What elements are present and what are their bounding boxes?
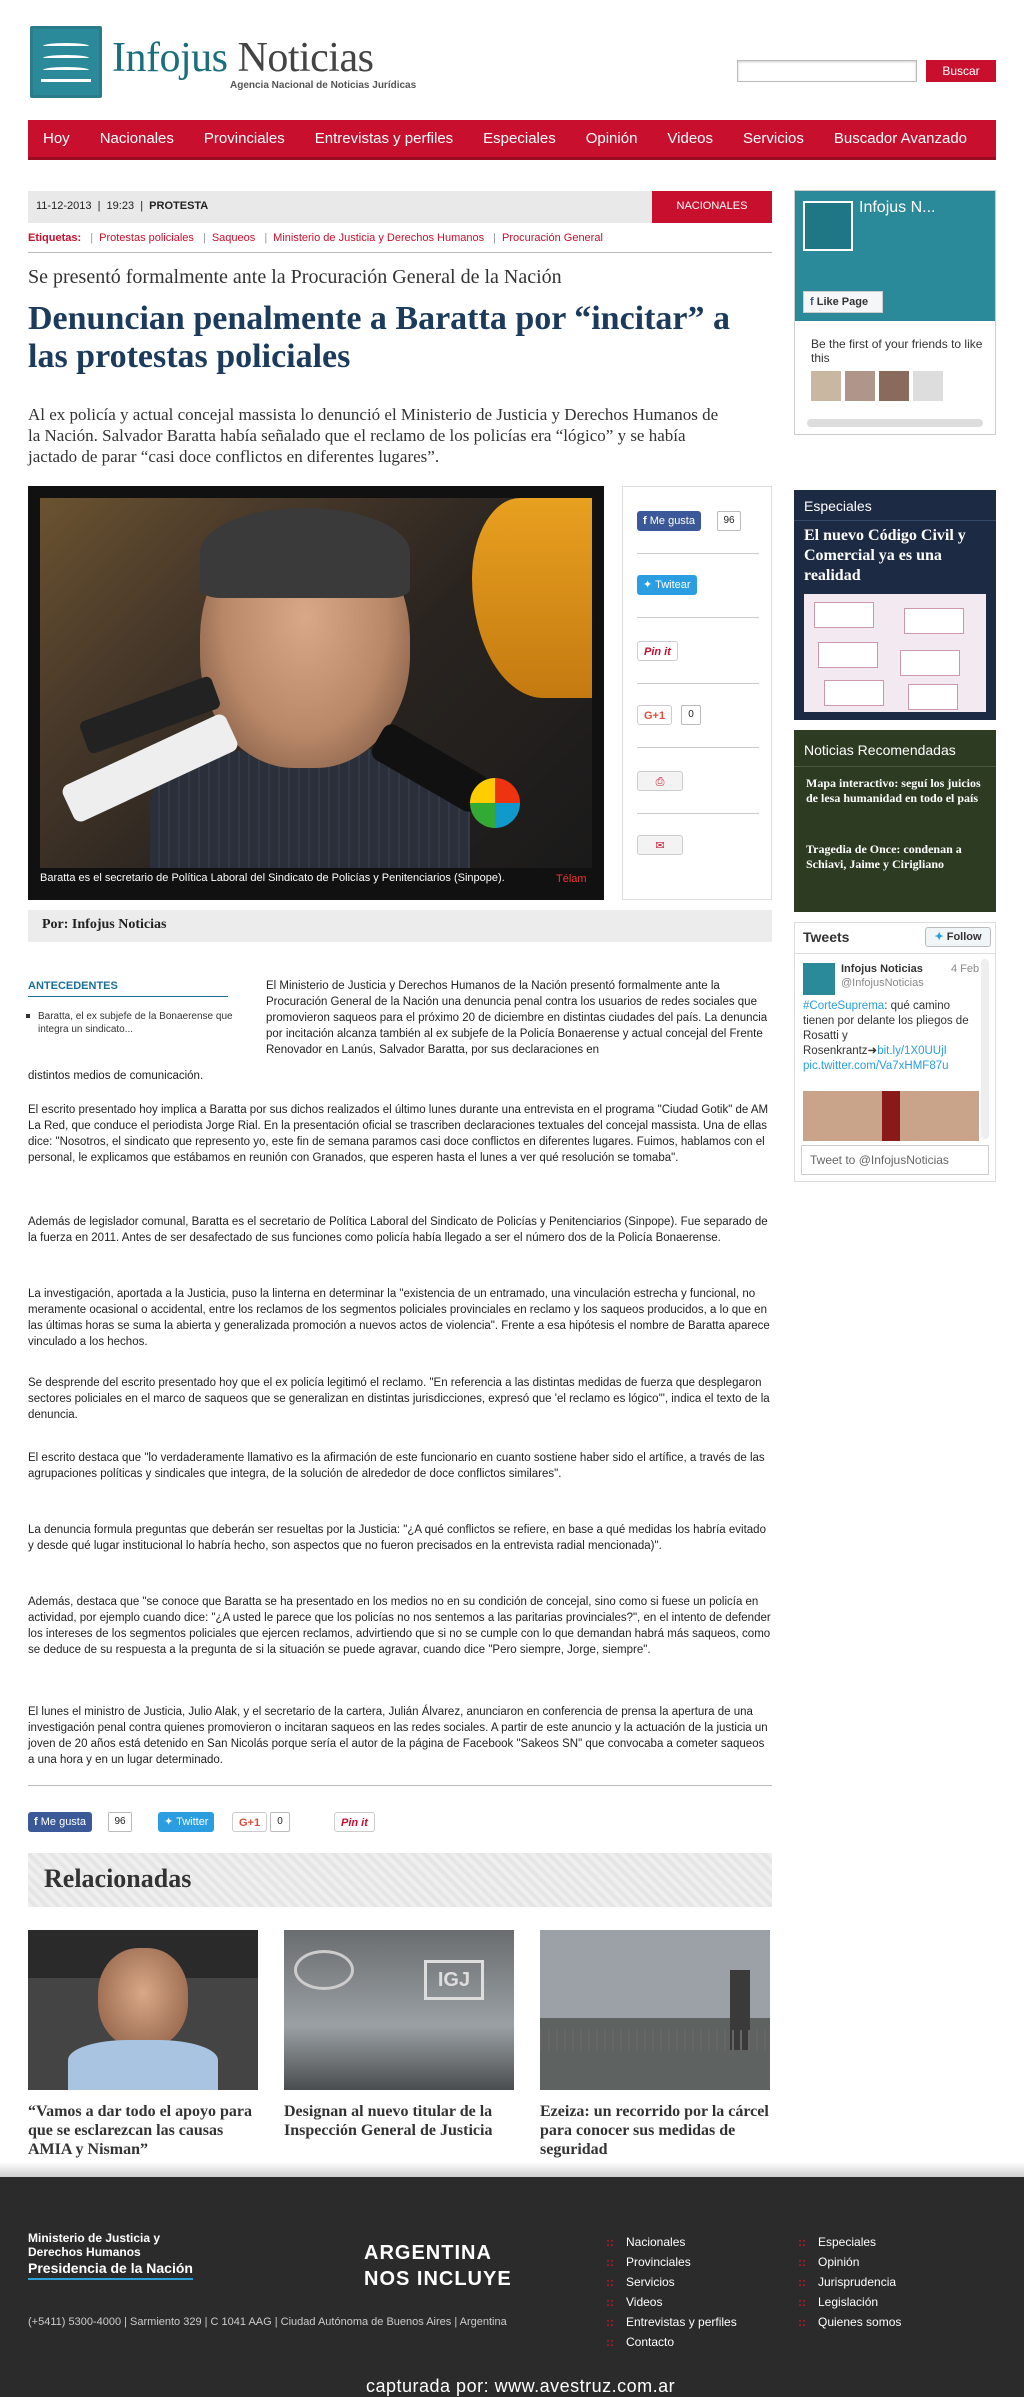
footer-link[interactable]: :: Contacto	[606, 2335, 737, 2355]
mail-icon[interactable]: ✉	[637, 835, 683, 855]
tag-link[interactable]: Ministerio de Justicia y Derechos Humanos	[273, 232, 485, 244]
footer-link[interactable]: :: Legislación	[798, 2295, 901, 2315]
avatar[interactable]	[803, 963, 835, 995]
nav-hoy[interactable]: Hoy	[43, 130, 70, 147]
logo-icon[interactable]	[30, 26, 102, 98]
fb-like-count-bottom: 96	[108, 1812, 132, 1832]
recomendadas-box	[794, 730, 996, 912]
body-paragraph: El escrito presentado hoy implica a Baratta por sus dichos realizados el último lunes durante una entrevista en el programa "Ciudad Gotik" de AM La Red, que conduce el periodista Jorge Rial. En la presentación oficial se trascriben declaraciones textuales del concejal massista. Una de ellas dice: "Nosotros, el sindicato que represento yo, este fin de semana paramos casi doce conflictos en diferentes lugares. Fuimos, hablamos con el personal, le explicamos que estábamos en reunión con Granados, que esperen hasta el lunes a ver qué resolución se tomaba".	[28, 1104, 769, 1164]
body-paragraph: El Ministerio de Justicia y Derechos Humanos de la Nación presentó formalmente ante la Procuración General de la Nación una denuncia penal contra los usuarios de redes sociales que promovieron saqueos para el próximo 20 de diciembre en distintas ciudades del país. La denuncia por incitación alcanza también al ex subjefe de la Policía Bonaerense y actual concejal del Frente Renovador en Lanús, Salvador Baratta, por sus declaraciones en	[266, 980, 768, 1056]
footer-presidency[interactable]: Presidencia de la Nación	[28, 2260, 193, 2280]
body-paragraph-tail: distintos medios de comunicación.	[28, 1070, 204, 1082]
tweet-author[interactable]: Infojus Noticias	[841, 963, 923, 975]
tags-row: Etiquetas: | Protestas policiales | Saqueos | Ministerio de Justicia y Derechos Humanos | Procuración General	[28, 232, 603, 244]
divider	[28, 996, 228, 997]
fb-like-button-bottom[interactable]: f Me gusta	[28, 1812, 108, 1832]
footer-link[interactable]: :: Entrevistas y perfiles	[606, 2315, 737, 2335]
especiales-title[interactable]: El nuevo Código Civil y Comercial ya es una realidad	[804, 527, 966, 584]
related-image[interactable]: IGJ	[284, 1930, 514, 2090]
body-paragraph: Además de legislador comunal, Baratta es el secretario de Política Laboral del Sindicato de Policías y Penitenciarios (Sinpope). Fue separado de la fuerza en 2011. Antes de ser desafectado de sus funciones como policía había llegado a ser el número dos de la Policía Bonaerense.	[28, 1216, 768, 1244]
byline: Por: Infojus Noticias	[42, 917, 167, 932]
nav-provinciales[interactable]: Provinciales	[203, 130, 285, 147]
recomendada-link[interactable]: Tragedia de Once: condenan a Schiavi, Jaime y Cirigliano	[806, 842, 962, 871]
tweet-link[interactable]: bit.ly/1X0UUjI	[877, 1045, 947, 1057]
fb-page-name[interactable]: Infojus N...	[859, 199, 936, 216]
photo-caption: Baratta es el secretario de Política Laboral del Sindicato de Policías y Penitenciarios (Sinpope).	[40, 872, 505, 884]
related-headline[interactable]: “Vamos a dar todo el apoyo para que se esclarezcan las causas AMIA y Nisman”	[28, 2103, 253, 2158]
nav-opinion[interactable]: Opinión	[585, 130, 638, 147]
related-headline[interactable]: Designan al nuevo titular de la Inspección General de Justicia	[284, 2103, 493, 2139]
footer-link[interactable]: :: Nacionales	[606, 2235, 737, 2255]
nav-buscador[interactable]: Buscador Avanzado	[833, 130, 968, 147]
facebook-cover[interactable]	[795, 191, 995, 321]
nav-especiales[interactable]: Especiales	[483, 130, 556, 147]
facebook-page-widget	[794, 190, 996, 435]
body-paragraph: El lunes el ministro de Justicia, Julio Alak, y el secretario de la cartera, Julián Álvarez, anunciaron en conferencia de prensa la apertura de una investigación penal contra quienes promovieron o incitaran saqueos en las redes sociales. A partir de este anuncio y la actuación de la justicia un joven de 20 años está detenido en San Nicolás porque sería el autor de la página de Facebook "Sakeos SN" que convocaba a cometer saqueos a una hora y en un lugar determinado.	[28, 1706, 768, 1766]
footer-ministry[interactable]: Ministerio de Justicia y Derechos Humanos	[28, 2231, 161, 2259]
twitter-icon: ✦	[164, 1816, 177, 1828]
gplus-count-bottom: 0	[270, 1812, 290, 1832]
footer-link[interactable]: :: Provinciales	[606, 2255, 737, 2275]
page-logo-icon	[803, 201, 853, 251]
body-paragraph: El escrito destaca que "lo verdaderamente llamativo es la afirmación de este funcionario en cuanto sostiene haber sido el artífice, a través de las agrupaciones políticas y sindicales que integra, de la solución de alrededor de doce conflictos similares".	[28, 1452, 765, 1480]
tag-link[interactable]: Saqueos	[211, 232, 256, 244]
follow-button[interactable]: ✦ Follow	[925, 927, 991, 947]
gplus-button-bottom[interactable]: G+1	[232, 1812, 267, 1832]
print-icon[interactable]: ⎙	[637, 771, 683, 791]
article-meta: 11-12-2013 | 19:23 | PROTESTA	[36, 200, 209, 212]
site-logo-subtitle: Agencia Nacional de Noticias Jurídicas	[230, 80, 417, 91]
article-time: 19:23	[106, 200, 135, 212]
related-image[interactable]	[28, 1930, 258, 2090]
captured-by-text: capturada por: www.avestruz.com.ar	[366, 2376, 676, 2396]
tweet-to-input[interactable]: Tweet to @InfojusNoticias	[801, 1145, 989, 1175]
nav-nacionales[interactable]: Nacionales	[99, 130, 174, 147]
tweet-button[interactable]: ✦ Twitear	[637, 575, 697, 595]
avatar[interactable]	[845, 371, 875, 401]
fb-like-button[interactable]: f Me gusta	[637, 511, 701, 531]
article-photo	[40, 498, 592, 868]
tweet-text: #CorteSuprema: qué camino tienen por delante los pliegos de Rosatti y Rosenkrantz➜bit.ly/1X0UUjI pic.twitter.com/Va7xHMF87u	[803, 1000, 969, 1072]
footer-link[interactable]: :: Quienes somos	[798, 2315, 901, 2335]
body-paragraph: Se desprende del escrito presentado hoy que el ex policía legitimó el reclamo. "En referencia a las distintas medidas de fuerza que desplegaron sectores policiales en el marco de saqueos que se generalizan en distintas jurisdicciones, expresó que 'el reclamo es lógico'", indica el texto de la denuncia.	[28, 1377, 770, 1421]
tweet-hashtag[interactable]: #CorteSuprema	[803, 1000, 885, 1012]
footer-link[interactable]: :: Jurisprudencia	[798, 2275, 901, 2295]
footer-argentina-logo: ARGENTINA NOS INCLUYE	[364, 2242, 512, 2290]
section-badge[interactable]: NACIONALES	[652, 191, 772, 223]
related-image[interactable]	[540, 1930, 770, 2090]
divider	[28, 252, 772, 253]
avatar[interactable]	[811, 371, 841, 401]
nav-videos[interactable]: Videos	[667, 130, 714, 147]
recomendada-link[interactable]: Mapa interactivo: seguí los juicios de lesa humanidad en todo el país	[806, 776, 981, 805]
avatar[interactable]	[913, 371, 943, 401]
article-photo-frame	[28, 486, 604, 900]
footer-address: (+5411) 5300-4000 | Sarmiento 329 | C 1041 AAG | Ciudad Autónoma de Buenos Aires | Argentina	[28, 2316, 507, 2328]
gplus-count: 0	[681, 705, 701, 725]
body-paragraph: La investigación, aportada a la Justicia, puso la linterna en determinar la "existencia de un entramado, una vinculación estrecha y funcional, no meramente ocasional o accidental, entre los reclamos de los segmentos policiales provinciales en reclamo y los saqueos producidos, a lo que en las últimas horas se suma la abierta y generalizada promoción a nuevos actos de violencia". Frente a esa hipótesis el nombre de Baratta aparece vinculado a los hechos.	[28, 1288, 770, 1348]
twitter-widget	[794, 922, 996, 1182]
tweet-date[interactable]: 4 Feb	[951, 963, 980, 975]
fb-faces	[811, 371, 943, 401]
divider	[28, 1785, 772, 1786]
related-title: Relacionadas	[44, 1864, 192, 1893]
site-logo-name[interactable]: Infojus Noticias	[112, 35, 374, 81]
fb-like-count: 96	[717, 511, 741, 531]
photo-credit: Télam	[556, 873, 587, 885]
search-input[interactable]	[737, 60, 917, 82]
gplus-button[interactable]: G+1	[637, 705, 672, 725]
search-button[interactable]: Buscar	[926, 60, 996, 82]
tweets-label: Tweets	[803, 929, 850, 945]
tweet-image[interactable]	[803, 1091, 979, 1141]
antecedentes-link[interactable]: Baratta, el ex subjefe de la Bonaerense que integra un sindicato...	[38, 1010, 238, 1036]
footer-link[interactable]: :: Videos	[606, 2295, 737, 2315]
tag-link[interactable]: Protestas policiales	[99, 232, 194, 244]
article-kicker: Se presentó formalmente ante la Procuración General de la Nación	[28, 266, 562, 288]
tweet-button-bottom[interactable]: ✦ Twitter	[158, 1812, 214, 1832]
share-column	[622, 486, 772, 900]
pinit-button-bottom[interactable]: Pin it	[334, 1812, 375, 1832]
especiales-label: Especiales	[804, 498, 872, 514]
facebook-icon: f	[810, 296, 817, 308]
footer-links-col2	[798, 2235, 901, 2335]
nav-entrevistas[interactable]: Entrevistas y perfiles	[314, 130, 454, 147]
tags-label: Etiquetas:	[28, 232, 82, 244]
tag-link[interactable]: Procuración General	[502, 232, 603, 244]
especiales-box[interactable]	[794, 490, 996, 720]
tweet-pic-link[interactable]: pic.twitter.com/Va7xHMF87u	[803, 1060, 949, 1072]
footer-link[interactable]: :: Opinión	[798, 2255, 901, 2275]
fb-like-page-button[interactable]: f Like Page	[803, 291, 883, 313]
fb-friends-text: Be the first of your friends to like this	[811, 337, 983, 365]
tweet-handle[interactable]: @InfojusNoticias	[841, 977, 924, 989]
pinit-button[interactable]: Pin it	[637, 641, 678, 661]
facebook-icon: f	[34, 1816, 41, 1828]
main-nav	[28, 120, 996, 160]
nav-servicios[interactable]: Servicios	[743, 130, 804, 147]
body-paragraph: La denuncia formula preguntas que deberán ser resueltas por la Justicia: "¿A qué conflictos se refiere, en base a qué medidas los habría evitado y desde qué lugar institucional lo habría hecho, son aspectos que no fueron precisados en la entrevista radial mencionada)".	[28, 1524, 766, 1552]
related-headline[interactable]: Ezeiza: un recorrido por la cárcel para conocer sus medidas de seguridad	[540, 2103, 769, 2158]
footer-links-col1	[606, 2235, 737, 2355]
article-date: 11-12-2013	[36, 200, 92, 212]
avatar[interactable]	[879, 371, 909, 401]
article-category: PROTESTA	[149, 200, 209, 212]
fb-scrollbar[interactable]	[807, 419, 983, 427]
body-paragraph: Además, destaca que "se conoce que Baratta se ha presentado en los medios no en su condición de concejal, sino como si fuese un policía en actividad, por ejemplo cuando dice: "¿A usted le parece que los policías no nos sentemos a las paritarias provinciales?", en el intento de defender los intereses de los segmentos policiales que ejercen reclamos, advirtiendo que si no se cumple con lo que demandan habrá más saqueos, como se deduce de su respuesta a la pregunta de si la situación se puede agravar, cuando dice "Pero siempre, Jorge, siempre".	[28, 1596, 771, 1656]
twitter-icon: ✦	[934, 931, 947, 943]
tweet-scrollbar[interactable]	[981, 959, 989, 1139]
facebook-icon: f	[643, 515, 650, 527]
recomendadas-label: Noticias Recomendadas	[804, 742, 956, 758]
footer-link[interactable]: :: Servicios	[606, 2275, 737, 2295]
especiales-image[interactable]	[804, 594, 986, 712]
article-headline: Denuncian penalmente a Baratta por “incitar” a las protestas policiales	[28, 300, 731, 375]
footer-link[interactable]: :: Especiales	[798, 2235, 901, 2255]
twitter-icon: ✦	[643, 579, 656, 591]
antecedentes-title: ANTECEDENTES	[28, 980, 118, 992]
article-lead: Al ex policía y actual concejal massista lo denunció el Ministerio de Justicia y Derechos Humanos de la Nación. Salvador Baratta había señalado que el reclamo de los policías era “lógico” y se había jactado de parar “casi doce conflictos en diferentes lugares”.	[28, 405, 719, 466]
